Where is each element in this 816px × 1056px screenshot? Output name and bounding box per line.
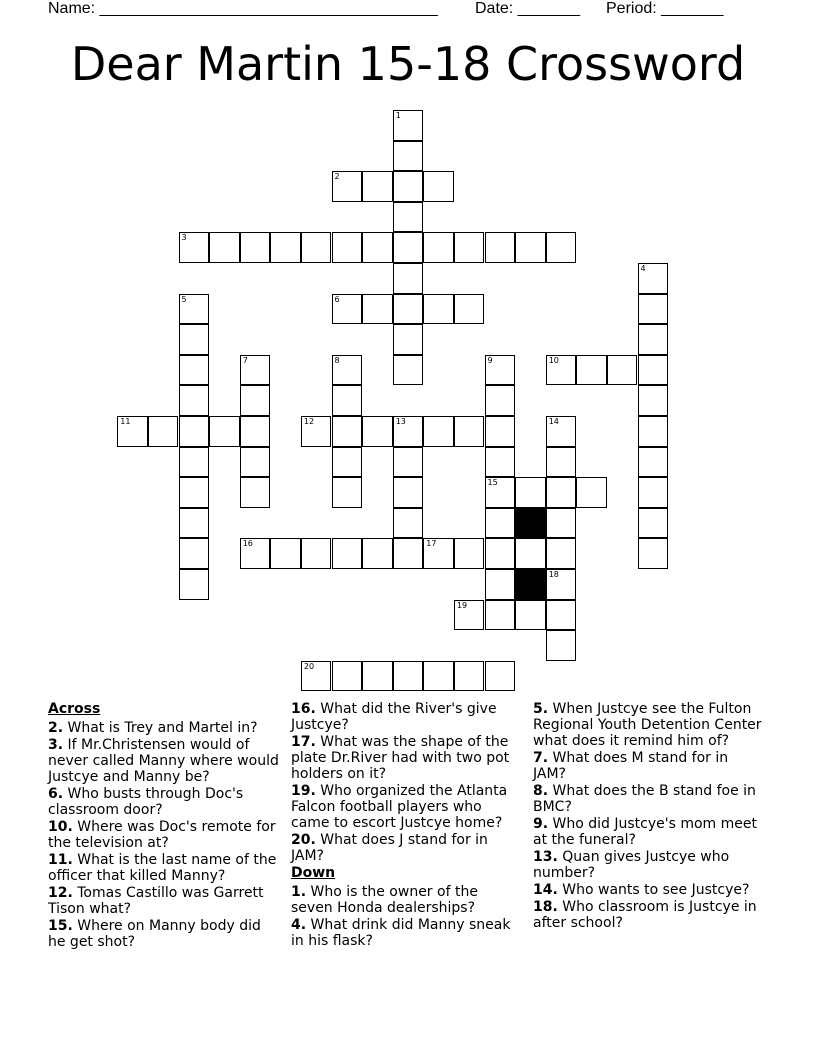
answer-cell[interactable] — [362, 294, 393, 325]
clue-text: Where was Doc's remote for the television at? — [48, 819, 276, 851]
clue-item — [48, 720, 280, 736]
clue-item — [48, 819, 280, 851]
answer-cell[interactable] — [485, 600, 516, 631]
answer-cell[interactable] — [393, 110, 424, 141]
clue-number: 13 — [395, 417, 406, 426]
clue-text: Who busts through Doc's classroom door? — [48, 786, 244, 818]
answer-cell[interactable] — [362, 416, 393, 447]
answer-cell[interactable] — [485, 447, 516, 478]
clue-text: Quan gives Justcye who number? — [533, 849, 730, 881]
clue-text: What did the River's give Justcye? — [291, 701, 497, 733]
answer-cell[interactable] — [179, 569, 210, 600]
answer-cell[interactable] — [301, 232, 332, 263]
answer-cell[interactable] — [546, 508, 577, 539]
clue-text: What is the last name of the officer that killed Manny? — [48, 852, 277, 884]
answer-cell[interactable] — [638, 263, 669, 294]
answer-cell[interactable] — [393, 538, 424, 569]
answer-cell[interactable] — [454, 294, 485, 325]
clue-text: What was the shape of the plate Dr.River had with two pot holders on it? — [291, 734, 510, 782]
clue-number: 14 — [548, 417, 559, 426]
clue-item — [48, 918, 280, 950]
answer-cell[interactable] — [393, 416, 424, 447]
answer-cell[interactable] — [332, 171, 363, 202]
answer-cell[interactable] — [638, 416, 669, 447]
clue-number: 15 — [487, 478, 498, 488]
clue-number: 19 — [456, 600, 468, 610]
answer-cell[interactable] — [546, 477, 577, 508]
answer-cell[interactable] — [638, 385, 669, 416]
answer-cell[interactable] — [485, 477, 516, 508]
clue-item — [533, 783, 765, 815]
answer-cell[interactable] — [485, 355, 516, 386]
answer-cell[interactable] — [546, 447, 577, 478]
answer-cell[interactable] — [423, 171, 454, 202]
clue-number: 12 — [303, 417, 315, 426]
clue-number: 8 — [334, 355, 340, 365]
answer-cell[interactable] — [546, 600, 577, 631]
answer-cell[interactable] — [393, 141, 424, 172]
answer-cell[interactable] — [362, 538, 393, 569]
answer-cell[interactable] — [638, 538, 669, 569]
answer-cell[interactable] — [393, 202, 424, 233]
clue-number: 7 — [242, 355, 248, 365]
clue-item — [533, 816, 765, 848]
answer-cell[interactable] — [148, 416, 179, 447]
page-title: Dear Martin 15-18 Crossword — [70, 37, 746, 91]
clue-number-label: 14. — [533, 882, 558, 898]
clue-item — [533, 750, 765, 782]
answer-cell[interactable] — [423, 538, 454, 569]
answer-cell[interactable] — [638, 355, 669, 386]
black-square — [515, 569, 546, 600]
answer-cell[interactable] — [454, 232, 485, 263]
clue-number-label: 12. — [48, 885, 73, 901]
answer-cell[interactable] — [362, 661, 393, 692]
answer-cell[interactable] — [332, 538, 363, 569]
down-heading: Down — [291, 865, 336, 881]
answer-cell[interactable] — [332, 385, 363, 416]
clue-number-label: 9. — [533, 816, 549, 832]
clue-item — [291, 783, 523, 831]
clue-item — [291, 917, 523, 949]
answer-cell[interactable] — [179, 294, 210, 325]
answer-cell[interactable] — [454, 416, 485, 447]
answer-cell[interactable] — [393, 661, 424, 692]
clue-number: 10 — [548, 355, 559, 365]
answer-cell[interactable] — [179, 232, 210, 263]
clue-number-label: 4. — [291, 917, 307, 933]
clue-number: 5 — [181, 294, 187, 304]
clue-text: Tomas Castillo was Garrett Tison what? — [48, 885, 264, 917]
clue-item — [48, 786, 280, 818]
answer-cell[interactable] — [179, 355, 210, 386]
answer-cell[interactable] — [332, 355, 363, 386]
answer-cell[interactable] — [546, 569, 577, 600]
clue-number-label: 1. — [291, 884, 307, 900]
answer-cell[interactable] — [240, 477, 271, 508]
answer-cell[interactable] — [301, 416, 332, 447]
answer-cell[interactable] — [240, 232, 271, 263]
clue-number: 2 — [334, 172, 340, 182]
answer-cell[interactable] — [393, 232, 424, 263]
answer-cell[interactable] — [423, 416, 454, 447]
clue-number-label: 7. — [533, 750, 549, 766]
answer-cell[interactable] — [485, 416, 516, 447]
answer-cell[interactable] — [240, 416, 271, 447]
answer-cell[interactable] — [485, 385, 516, 416]
clue-item — [533, 899, 765, 931]
clue-number-label: 19. — [291, 783, 316, 799]
clue-text: Who is the owner of the seven Honda dealerships? — [291, 884, 478, 916]
answer-cell[interactable] — [546, 538, 577, 569]
answer-cell[interactable] — [423, 661, 454, 692]
answer-cell[interactable] — [393, 447, 424, 478]
answer-cell[interactable] — [240, 538, 271, 569]
clue-number: 17 — [426, 539, 437, 549]
clue-number-label: 8. — [533, 783, 549, 799]
clue-number: 1 — [395, 111, 401, 120]
answer-cell[interactable] — [515, 477, 546, 508]
answer-cell[interactable] — [362, 171, 393, 202]
answer-cell[interactable] — [393, 508, 424, 539]
answer-cell[interactable] — [576, 355, 607, 386]
answer-cell[interactable] — [485, 569, 516, 600]
black-square — [515, 508, 546, 539]
answer-cell[interactable] — [546, 232, 577, 263]
clue-number-label: 20. — [291, 832, 316, 848]
answer-cell[interactable] — [179, 477, 210, 508]
answer-cell[interactable] — [179, 416, 210, 447]
answer-cell[interactable] — [485, 538, 516, 569]
answer-cell[interactable] — [454, 538, 485, 569]
clue-number: 18 — [548, 570, 559, 579]
clue-number: 20 — [303, 661, 315, 671]
answer-cell[interactable] — [270, 232, 301, 263]
clue-number: 6 — [334, 294, 340, 304]
answer-cell[interactable] — [179, 508, 210, 539]
answer-cell[interactable] — [332, 447, 363, 478]
clue-text: If Mr.Christensen would of never called Manny where would Justcye and Manny be? — [48, 737, 279, 785]
answer-cell[interactable] — [240, 447, 271, 478]
clue-item — [291, 734, 523, 782]
answer-cell[interactable] — [393, 477, 424, 508]
clue-text: Who organized the Atlanta Falcon football players who came to escort Justcye home? — [291, 783, 508, 831]
answer-cell[interactable] — [423, 232, 454, 263]
clue-text: Who classroom is Justcye in after school? — [533, 899, 757, 931]
clue-number-label: 6. — [48, 786, 64, 802]
answer-cell[interactable] — [454, 600, 485, 631]
answer-cell[interactable] — [301, 661, 332, 692]
clue-number-label: 16. — [291, 701, 316, 717]
date-field[interactable]: Date: _______ — [475, 0, 580, 17]
clue-item — [533, 882, 765, 898]
answer-cell[interactable] — [117, 416, 148, 447]
clue-item — [291, 884, 523, 916]
answer-cell[interactable] — [485, 232, 516, 263]
clue-number: 3 — [181, 233, 187, 243]
clue-number: 11 — [120, 417, 131, 426]
answer-cell[interactable] — [515, 538, 546, 569]
answer-cell[interactable] — [423, 294, 454, 325]
answer-cell[interactable] — [546, 355, 577, 386]
clue-number-label: 13. — [533, 849, 558, 865]
answer-cell[interactable] — [393, 324, 424, 355]
answer-cell[interactable] — [240, 385, 271, 416]
answer-cell[interactable] — [393, 355, 424, 386]
clues-column-2 — [291, 701, 523, 950]
answer-cell[interactable] — [209, 232, 240, 263]
answer-cell[interactable] — [240, 355, 271, 386]
answer-cell[interactable] — [270, 538, 301, 569]
answer-cell[interactable] — [485, 508, 516, 539]
clue-item — [533, 701, 765, 749]
answer-cell[interactable] — [179, 447, 210, 478]
clue-number: 9 — [487, 355, 493, 365]
across-heading: Across — [48, 701, 101, 717]
clue-text: Where on Manny body did he get shot? — [48, 918, 261, 950]
clue-text: What does the B stand foe in BMC? — [533, 783, 756, 815]
answer-cell[interactable] — [638, 324, 669, 355]
answer-cell[interactable] — [638, 477, 669, 508]
answer-cell[interactable] — [638, 447, 669, 478]
clue-item — [48, 852, 280, 884]
clue-text: When Justcye see the Fulton Regional Youth Detention Center what does it remind him of? — [533, 701, 762, 749]
answer-cell[interactable] — [362, 232, 393, 263]
answer-cell[interactable] — [179, 538, 210, 569]
answer-cell[interactable] — [546, 416, 577, 447]
clue-number-label: 5. — [533, 701, 549, 717]
clues-column-1 — [48, 701, 280, 951]
answer-cell[interactable] — [515, 600, 546, 631]
answer-cell[interactable] — [515, 232, 546, 263]
answer-cell[interactable] — [179, 385, 210, 416]
answer-cell[interactable] — [393, 294, 424, 325]
clue-item — [291, 832, 523, 864]
answer-cell[interactable] — [332, 416, 363, 447]
answer-cell[interactable] — [546, 630, 577, 661]
clue-number-label: 3. — [48, 737, 64, 753]
clue-item — [48, 737, 280, 785]
clue-text: What drink did Manny sneak in his flask? — [291, 917, 511, 949]
answer-cell[interactable] — [393, 171, 424, 202]
answer-cell[interactable] — [638, 294, 669, 325]
answer-cell[interactable] — [332, 294, 363, 325]
clue-text: Who wants to see Justcye? — [557, 882, 750, 898]
answer-cell[interactable] — [209, 416, 240, 447]
period-field[interactable]: Period: _______ — [606, 0, 724, 17]
answer-cell[interactable] — [301, 538, 332, 569]
answer-cell[interactable] — [454, 661, 485, 692]
clue-number-label: 15. — [48, 918, 73, 934]
answer-cell[interactable] — [576, 477, 607, 508]
answer-cell[interactable] — [179, 324, 210, 355]
clue-number: 16 — [242, 539, 253, 549]
clue-number-label: 18. — [533, 899, 558, 915]
clue-number-label: 2. — [48, 720, 64, 736]
clue-item — [291, 701, 523, 733]
clue-text: What is Trey and Martel in? — [63, 720, 258, 736]
answer-cell[interactable] — [332, 477, 363, 508]
answer-cell[interactable] — [638, 508, 669, 539]
clue-number-label: 17. — [291, 734, 316, 750]
clue-number-label: 10. — [48, 819, 73, 835]
clue-text: What does M stand for in JAM? — [533, 750, 729, 782]
answer-cell[interactable] — [393, 263, 424, 294]
clue-text: Who did Justcye's mom meet at the funeral? — [533, 816, 757, 848]
answer-cell[interactable] — [332, 661, 363, 692]
answer-cell[interactable] — [485, 661, 516, 692]
name-field[interactable]: Name: ______________________________________ — [48, 0, 438, 17]
clue-number-label: 11. — [48, 852, 73, 868]
answer-cell[interactable] — [607, 355, 638, 386]
clue-item — [533, 849, 765, 881]
clues-column-3 — [533, 701, 765, 932]
answer-cell[interactable] — [332, 232, 363, 263]
clue-item — [48, 885, 280, 917]
clue-text: What does J stand for in JAM? — [291, 832, 488, 864]
clue-number: 4 — [640, 264, 646, 273]
